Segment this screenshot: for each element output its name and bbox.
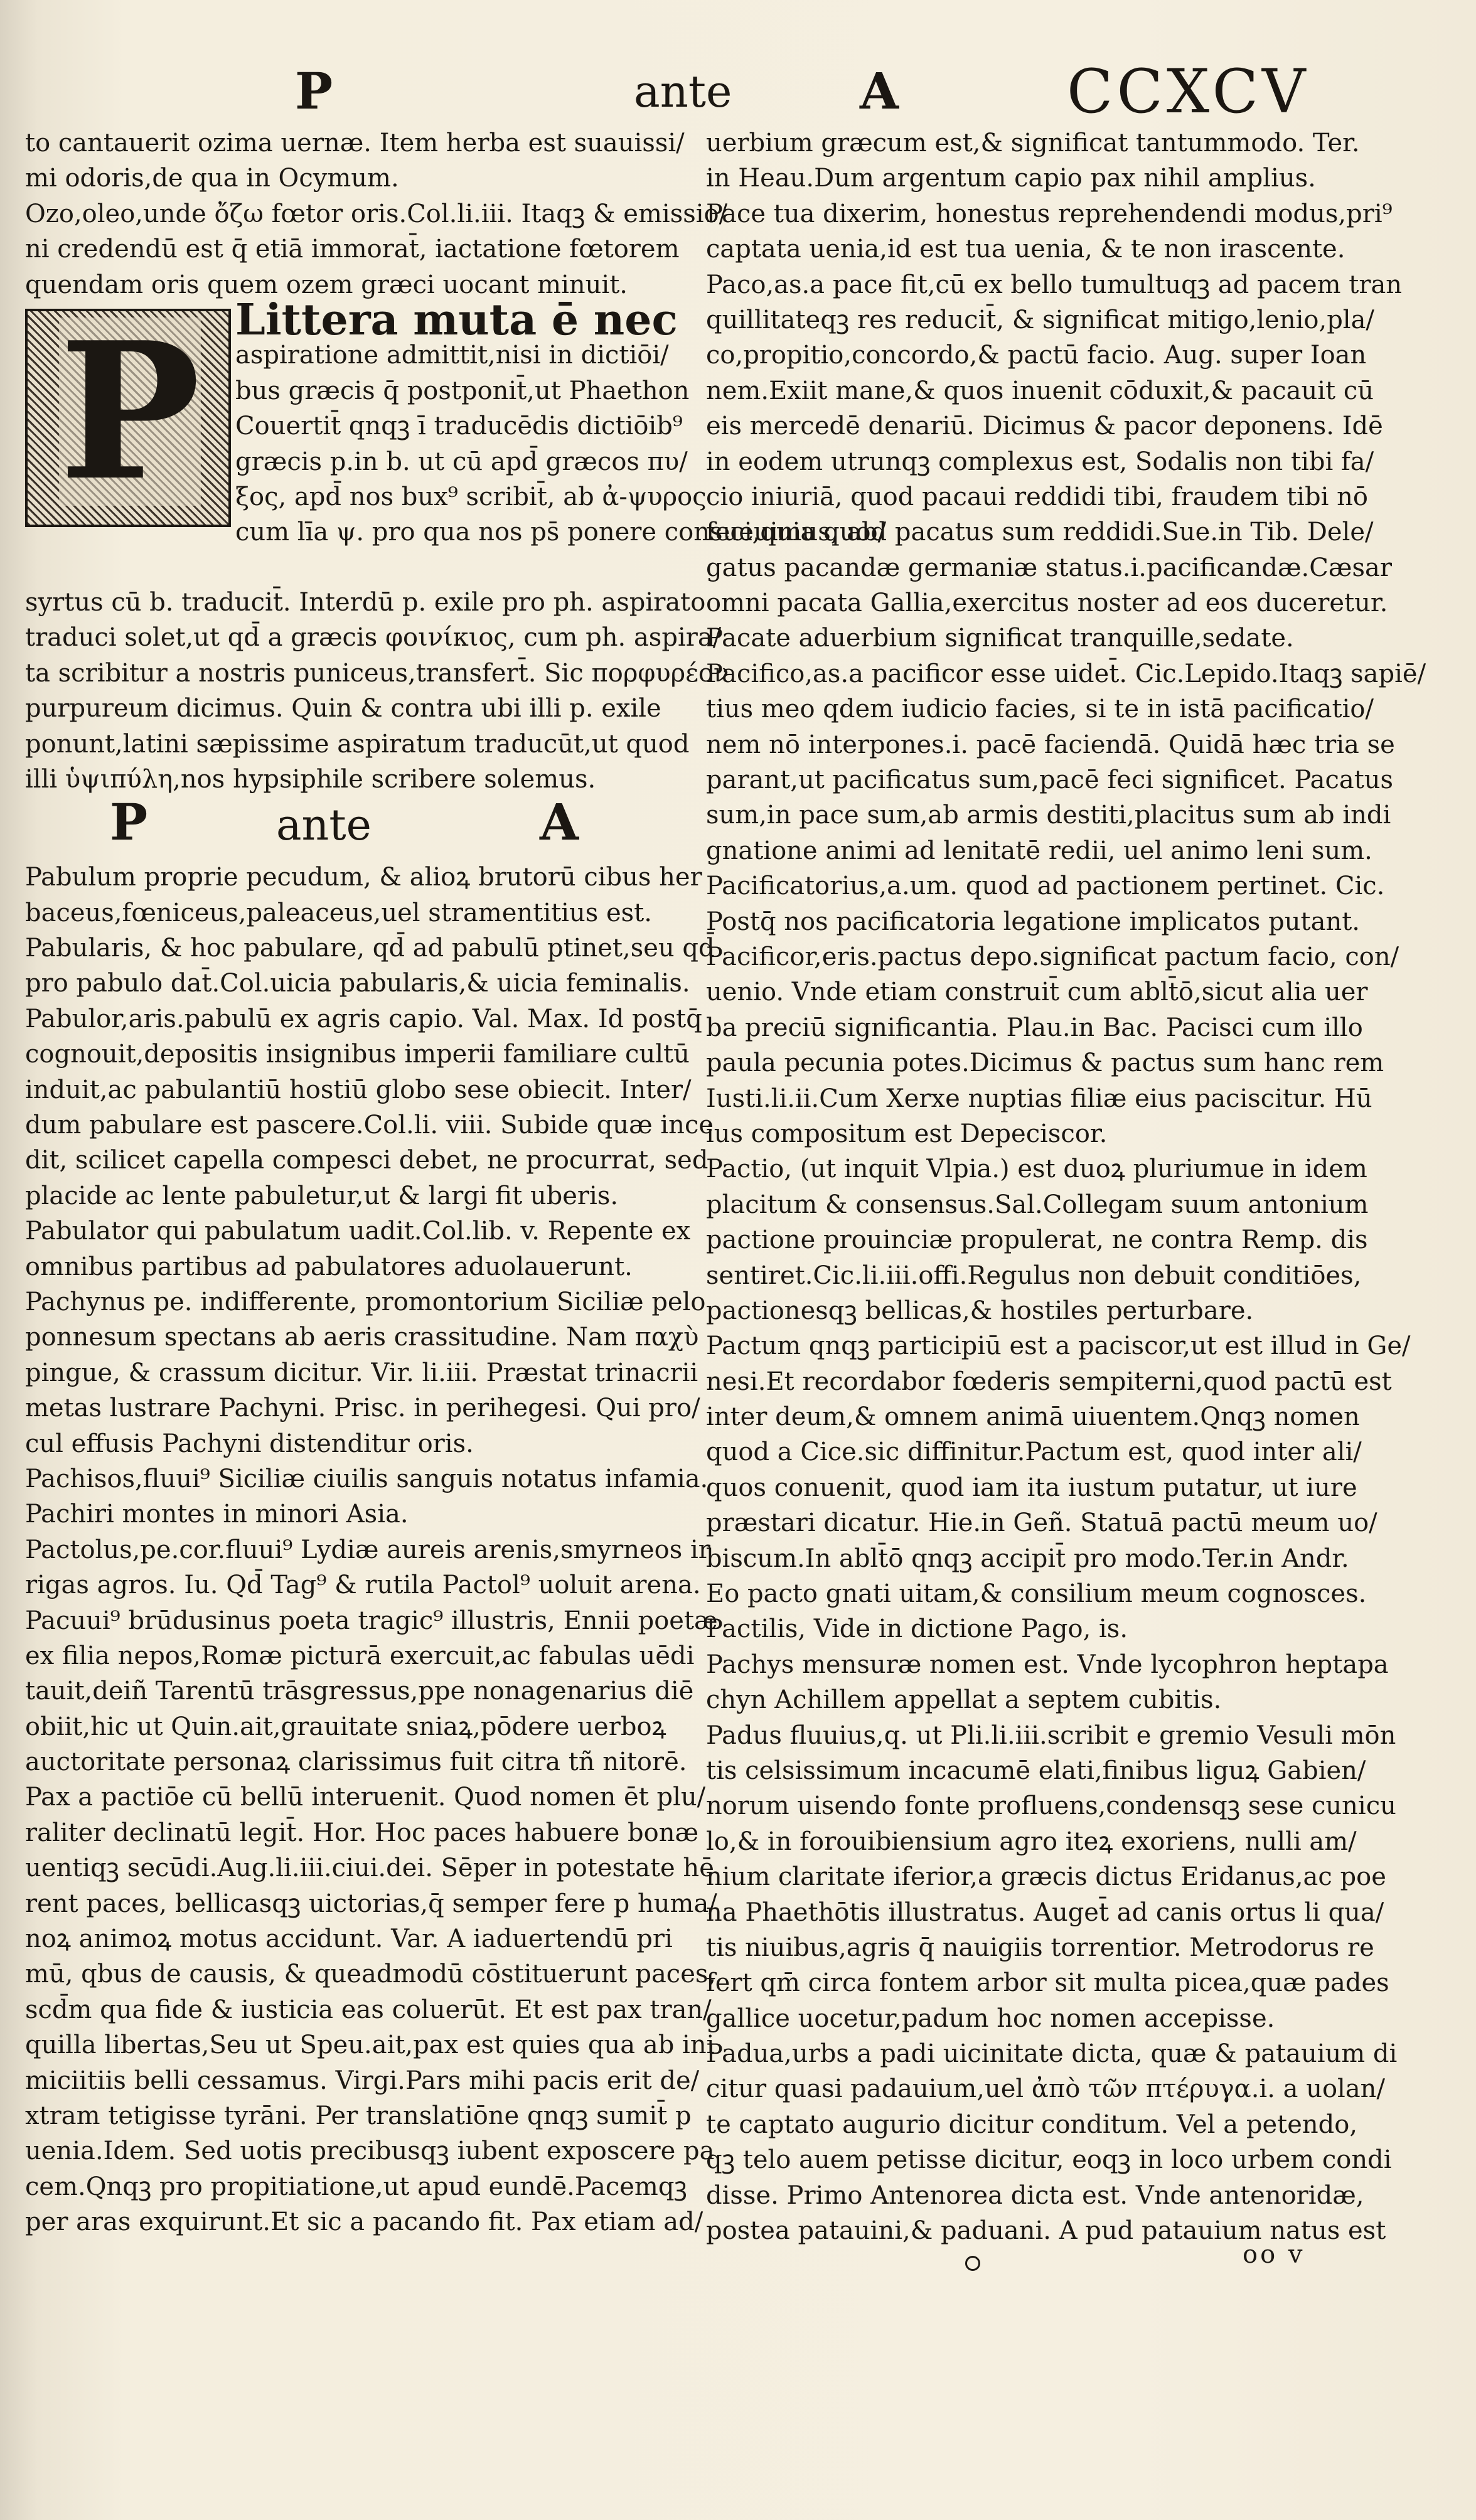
text-line: eis mercedē denariū. Dicimus & pacor deponens. Idē (706, 412, 1383, 441)
text-line: Pacifico,as.a pacificor esse uidet̄. Cic.Lepido.Itaqꝫ sapiē/ (706, 659, 1426, 688)
text-line: dit, scilicet capella compesci debet, ne procurrat, sed (25, 1146, 709, 1175)
text-line: Ozo,oleo,unde ὄζω fœtor oris.Col.li.iii. Itaqꝫ & emissio/ (25, 199, 728, 228)
text-line: quos conuenit, quod iam ita iustum putatur, ut iure (706, 1473, 1357, 1502)
left-column (25, 125, 887, 2240)
text-line: pactionesqꝫ bellicas,& hostiles perturbare. (706, 1296, 1254, 1325)
text-line: biscum.In ablt̄ō qnqꝫ accipit̄ pro modo.Ter.in Andr. (706, 1544, 1349, 1573)
text-line: raliter declinatū legit̄. Hor. Hoc paces habuere bonæ (25, 1818, 699, 1847)
text-line: nem nō interpones.i. pacē faciendā. Quidā hæc tria se (706, 730, 1395, 759)
text-line: Iusti.li.ii.Cum Xerxe nuptias filiæ eius paciscitur. Hū (706, 1084, 1372, 1113)
text-line: Pachisos,fluui⁹ Siciliæ ciuilis sanguis notatus infamia. (25, 1464, 709, 1493)
text-line: Pacificor,eris.pactus depo.significat pactum facio, con/ (706, 942, 1399, 971)
text-line: quod a Cice.sic diffinitur.Pactum est, quod inter ali/ (706, 1438, 1362, 1467)
text-line: uentiqꝫ secūdi.Aug.li.iii.ciui.dei. Sēper in potestate hē (25, 1854, 714, 1883)
subheading-middle-word: ante (276, 801, 372, 851)
subheading-right-letter: A (540, 793, 579, 852)
text-line: pingue, & crassum dicitur. Vir. li.iii. Præstat trinacrii (25, 1358, 698, 1387)
text-line: uenia.Idem. Sed uotis precibusqꝫ iubent exposcere pa (25, 2137, 715, 2166)
text-line: feci,quia quod pacatus sum reddidi.Sue.in Tib. Dele/ (706, 518, 1374, 547)
text-line: Pactilis, Vide in dictione Pago, is. (706, 1615, 1128, 1644)
text-line: metas lustrare Pachyni. Prisc. in perihegesi. Qui pro/ (25, 1394, 700, 1423)
running-header (0, 50, 1476, 127)
text-line: lo,& in forouibiensium agro iteꝝ exoriens, nulli am/ (706, 1827, 1357, 1856)
text-line: Pabulator qui pabulatum uadit.Col.lib. v. Repente ex (25, 1217, 691, 1246)
text-line: tius meo qdem iudicio facies, si te in istā pacificatio/ (706, 695, 1374, 724)
text-line: scd̄m qua fide & iusticia eas coluerūt. Et est pax tran/ (25, 1995, 712, 2024)
text-line: gnatione animi ad lenitatē redii, uel animo leni sum. (706, 836, 1372, 865)
text-line: quillitateqꝫ res reducit̄, & significat mitigo,lenio,pla/ (706, 305, 1374, 334)
text-line: quendam oris quem ozem græci uocant minuit. (25, 270, 628, 299)
text-line: Pabulor,aris.pabulū ex agris capio. Val. Max. Id postq̄ (25, 1004, 702, 1033)
text-line: præstari dicatur. Hie.in Geñ. Statuā pactū meum uo/ (706, 1508, 1377, 1538)
text-line: placide ac lente pabuletur,ut & largi fit uberis. (25, 1181, 619, 1210)
text-line: inter deum,& omnem animā uiuentem.Qnqꝫ nomen (706, 1402, 1360, 1432)
text-line: mū, qbus de causis, & queadmodū cōstituerunt paces, (25, 1960, 717, 1989)
text-line: per aras exquirunt.Et sic a pacando fit. Pax etiam ad/ (25, 2208, 703, 2237)
text-line: ba preciū significantia. Plau.in Bac. Pacisci cum illo (706, 1013, 1363, 1042)
text-line: uenio. Vnde etiam construit̄ cum ablt̄ō,sicut alia uer (706, 978, 1368, 1007)
text-line: induit,ac pabulantiū hostiū globo sese obiecit. Inter/ (25, 1075, 692, 1104)
text-line: ponunt,latini sæpissime aspiratum traducūt,ut quod (25, 729, 690, 759)
text-line: citur quasi padauium,uel ἀπὸ τῶν πτέρυγα.i. a uolan/ (706, 2074, 1385, 2104)
text-line: Paco,as.a pace fit,cū ex bello tumultuqꝫ ad pacem tran (706, 270, 1403, 299)
text-line: xtram tetigisse tyrāni. Per translatiōne qnqꝫ sumit̄ p (25, 2101, 692, 2130)
text-line: sentiret.Cic.li.iii.offi.Regulus non debuit conditiōes, (706, 1261, 1362, 1290)
text-line: obiit,hic ut Quin.ait,grauitate sniaꝝ,pōdere uerboꝝ (25, 1712, 666, 1741)
text-line: tis celsissimum incacumē elati,finibus liguꝝ Gabien/ (706, 1756, 1366, 1785)
text-line: Pachiri montes in minori Asia. (25, 1500, 409, 1529)
text-line: Pace tua dixerim, honestus reprehendendi modus,pri⁹ (706, 199, 1393, 228)
initial-first-line: Littera muta ē nec (235, 294, 678, 345)
text-line: ξος, apd̄ nos bux⁹ scribit̄, ab ἀ-ψυρος (235, 482, 707, 511)
text-line: Pax a pactiōe cū bellū interuenit. Quod nomen ēt plu/ (25, 1783, 706, 1812)
header-left-letter: P (295, 61, 333, 120)
subheading-left-letter: P (110, 793, 148, 852)
text-line: Pachynus pe. indifferente, promontorium Siciliæ pelo (25, 1287, 706, 1316)
header-middle-word: ante (634, 66, 732, 117)
text-line: co,propitio,concordo,& pactū facio. Aug. super Ioan (706, 341, 1367, 370)
text-line: omni pacata Gallia,exercitus noster ad eos duceretur. (706, 589, 1388, 618)
printer-mark-circle (965, 2256, 980, 2271)
text-line: pro pabulo dat̄.Col.uicia pabularis,& uicia feminalis. (25, 969, 690, 998)
text-line: nium claritate iferior,a græcis dictus Eridanus,ac poe (706, 1862, 1386, 1892)
text-line: cem.Qnqꝫ pro propitiatione,ut apud eundē.Pacemqꝫ (25, 2172, 687, 2201)
text-line: parant,ut pacificatus sum,pacē feci significet. Pacatus (706, 766, 1394, 795)
text-line: aspiratione admittit,nisi in dictiōi/ (235, 341, 669, 370)
text-line: in eodem utrunqꝫ complexus est, Sodalis non tibi fa/ (706, 447, 1374, 476)
text-line: postea patauini,& paduani. A pud patauium natus est (706, 2216, 1386, 2246)
right-lines (706, 125, 1426, 2248)
text-line: cio iniuriā, quod pacaui reddidi tibi, fraudem tibi nō (706, 482, 1368, 511)
text-line: paula pecunia potes.Dicimus & pactus sum hanc rem (706, 1049, 1384, 1078)
text-line: ius compositum est Depeciscor. (706, 1119, 1108, 1148)
text-line: Pabularis, & hoc pabulare, qd̄ ad pabulū ptinet,seu qd̄ (25, 934, 715, 963)
text-line: noꝝ animoꝝ motus accidunt. Var. A iaduertendū pri (25, 1925, 673, 1954)
text-line: fert qm̄ circa fontem arbor sit multa picea,quæ pades (706, 1968, 1389, 1998)
text-line: mi odoris,de qua in Ocymum. (25, 164, 399, 193)
initial-block (25, 294, 887, 585)
text-line: ni credendū est q̄ etiā immorat̄, iactatione fœtorem (25, 235, 680, 264)
text-line: na Phaethōtis illustratus. Auget̄ ad canis ortus li qua/ (706, 1898, 1384, 1927)
text-line: traduci solet,ut qd̄ a græcis φοινίκιος, cum ph. aspira/ (25, 623, 722, 653)
text-line: chyn Achillem appellat a septem cubitis. (706, 1685, 1222, 1715)
text-line: dum pabulare est pascere.Col.li. viii. Subide quæ ince (25, 1111, 714, 1140)
signature-mark: oo v (1243, 2240, 1305, 2269)
text-line: Postq̄ nos pacificatoria legatione implicatos putant. (706, 907, 1361, 936)
text-line: Padua,urbs a padi uicinitate dicta, quæ & patauium di (706, 2039, 1398, 2069)
text-line: tauit,deiñ Tarentū trāsgressus,ppe nonagenarius diē (25, 1677, 694, 1706)
text-line: illi ὑψιπύλη,nos hypsiphile scribere solemus. (25, 764, 596, 794)
text-line: Pabulum proprie pecudum, & alioꝝ brutorū cibus her (25, 863, 702, 892)
text-line: Pactolus,pe.cor.fluui⁹ Lydiæ aureis arenis,smyrneos ir (25, 1535, 710, 1564)
text-line: baceus,fœniceus,paleaceus,uel stramentitius est. (25, 898, 652, 927)
right-column (706, 125, 1426, 2248)
text-line: miciitiis belli cessamus. Virgi.Pars mihi pacis erit de/ (25, 2066, 700, 2095)
text-line: cognouit,depositis insignibus imperii familiare cultū (25, 1040, 690, 1069)
text-line: omnibus partibus ad pabulatores aduolauerunt. (25, 1252, 633, 1281)
initial-lines (235, 338, 887, 550)
text-line: Pachys mensuræ nomen est. Vnde lycophron heptapa (706, 1650, 1389, 1679)
text-line: Pacificatorius,a.um. quod ad pactionem pertinet. Cic. (706, 872, 1385, 901)
text-line: cul effusis Pachyni distenditur oris. (25, 1429, 474, 1458)
text-line: in Heau.Dum argentum capio pax nihil amplius. (706, 164, 1316, 193)
text-line: te captato augurio dicitur conditum. Vel a petendo, (706, 2110, 1358, 2139)
text-line: purpureum dicimus. Quin & contra ubi illi p. exile (25, 694, 661, 723)
text-line: nem.Exiit mane,& quos inuenit cōduxit,& pacauit cū (706, 376, 1374, 405)
text-line: qꝫ telo auem petisse dicitur, eoqꝫ in loco urbem condi (706, 2145, 1392, 2175)
text-line: to cantauerit ozima uernæ. Item herba est suauissi/ (25, 129, 685, 158)
text-line: pactione prouinciæ propulerat, ne contra Remp. dis (706, 1225, 1368, 1255)
header-right-letter: A (860, 61, 899, 120)
text-line: rigas agros. Iu. Qd̄ Tag⁹ & rutila Pactol⁹ uoluit arena. (25, 1571, 701, 1600)
text-line: placitum & consensus.Sal.Collegam suum antonium (706, 1190, 1369, 1219)
text-line: Couertit̄ qnqꝫ ī traducēdis dictiōib⁹ (235, 412, 683, 441)
initial-text (235, 294, 887, 550)
after-initial-lines (25, 585, 729, 797)
text-line: tis niuibus,agris q̄ nauigiis torrentior. Metrodorus re (706, 1933, 1374, 1962)
text-line: rent paces, bellicasqꝫ uictorias,q̄ semper fere p huma/ (25, 1889, 717, 1918)
left-opening-lines (25, 125, 728, 302)
text-line: gatus pacandæ germaniæ status.i.pacificandæ.Cæsar (706, 553, 1392, 582)
text-line: bus græcis q̄ postponit̄,ut Phaethon (235, 376, 690, 405)
text-line: Pactio, (ut inquit Vlpia.) est duoꝝ pluriumue in idem (706, 1155, 1367, 1184)
text-line: Pacuui⁹ brūdusinus poeta tragic⁹ illustris, Ennii poetæ (25, 1606, 718, 1635)
decorated-initial (25, 300, 231, 527)
folio-number: CCXCV (1067, 56, 1310, 127)
text-line: norum uisendo fonte profluens,condensqꝫ sese cunicu (706, 1791, 1396, 1821)
text-line: Padus fluuius,q. ut Pli.li.iii.scribit e gremio Vesuli mōn (706, 1721, 1396, 1750)
text-line: ta scribitur a nostris puniceus,transfert̄. Sic πορφυρέον (25, 658, 729, 688)
section-subheading (25, 793, 697, 860)
text-line: sum,in pace sum,ab armis destiti,placitus sum ab indi (706, 801, 1391, 830)
text-line: ex filia nepos,Romæ picturā exercuit,ac fabulas uēdi (25, 1641, 695, 1670)
text-line: gallice uocetur,padum hoc nomen accepisse. (706, 2004, 1275, 2033)
text-line: Pactum qnqꝫ participiū est a paciscor,ut est illud in Ge/ (706, 1332, 1411, 1361)
text-line: nesi.Et recordabor fœderis sempiterni,quod pactū est (706, 1367, 1392, 1396)
initial-letter: P (59, 300, 201, 522)
text-line: captata uenia,id est tua uenia, & te non irascente. (706, 235, 1345, 264)
text-line: Pacate aduerbium significat tranquille,sedate. (706, 624, 1294, 653)
text-line: quilla libertas,Seu ut Speu.ait,pax est quies qua ab ini (25, 2031, 715, 2060)
text-line: græcis p.in b. ut cū apd̄ græcos πυ/ (235, 447, 688, 476)
text-line: disse. Primo Antenorea dicta est. Vnde antenoridæ, (706, 2181, 1364, 2210)
text-line: cum līa ψ. pro qua nos ps̄ ponere consueuimus, ab/ (235, 518, 887, 547)
text-line: uerbium græcum est,& significat tantummodo. Ter. (706, 129, 1360, 158)
text-line: auctoritate personaꝝ clarissimus fuit citra tñ nitorē. (25, 1748, 687, 1777)
text-line: ponnesum spectans ab aeris crassitudine. Nam παχὺ (25, 1323, 699, 1352)
left-entries (25, 860, 718, 2240)
text-line: Eo pacto gnati uitam,& consilium meum cognosces. (706, 1579, 1367, 1609)
text-line: syrtus cū b. traducit̄. Interdū p. exile pro ph. aspirato (25, 587, 706, 617)
